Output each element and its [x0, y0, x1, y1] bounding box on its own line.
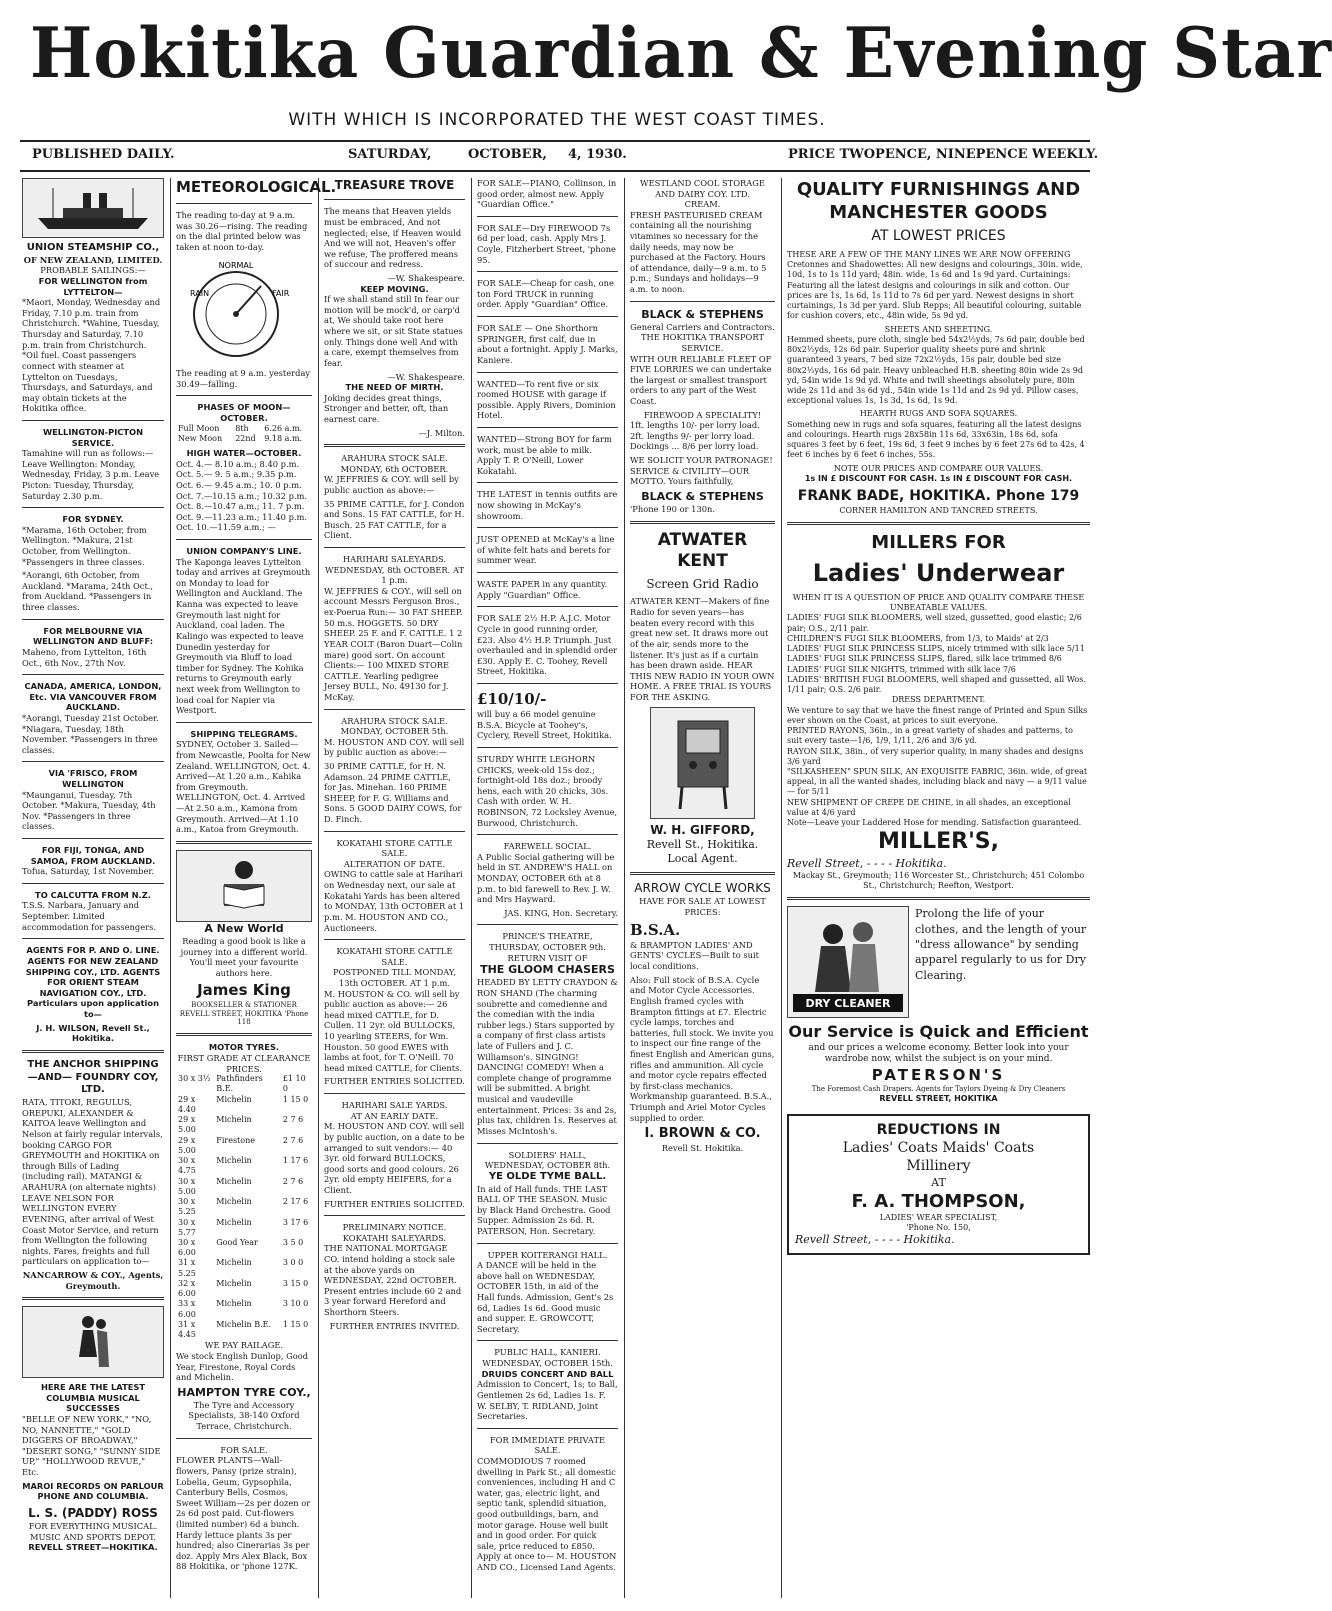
- depot-address: REVELL STREET—HOKITIKA.: [28, 1542, 158, 1553]
- gifford-street: Revell St., Hokitika.: [646, 837, 759, 851]
- shakespeare-credit: —W. Shakespeare.: [387, 273, 465, 284]
- compare-values: NOTE OUR PRICES AND COMPARE OUR VALUES.: [833, 463, 1044, 473]
- published-daily: PUBLISHED DAILY.: [32, 147, 175, 162]
- dateline-rule: [20, 170, 1090, 172]
- at-label: AT: [931, 1175, 946, 1189]
- kokatahi-heading: KOKATAHI STORE CATTLE SALE.: [336, 837, 453, 859]
- millers-item: We venture to say that we have the finest range of Printed and Spun Silks ever shown on the Coast, at prices to suit everyone.: [787, 705, 1088, 725]
- couple-icon: [793, 912, 903, 1012]
- harihari-date: WEDNESDAY, 8th OCTOBER. AT 1 p.m.: [324, 564, 465, 586]
- millers-item: LADIES' BRITISH FUGI BLOOMERS, well shaped and gussetted, all Wos. 1/11 pair; O.S. 2/6 pair.: [787, 674, 1086, 695]
- tyre-brand: Michelin: [216, 1258, 252, 1268]
- union-line-heading: UNION COMPANY'S LINE.: [186, 546, 302, 557]
- moon-table: [176, 424, 312, 444]
- treasure-trove-heading: TREASURE TROVE: [334, 178, 455, 192]
- table-row: [176, 434, 312, 444]
- shakespeare-credit-2: —W. Shakespeare.: [387, 371, 465, 382]
- bsa-ad: will buy a 66 model genuine B.S.A. Bicycle at Toohey's, Cyclery, Revell Street, Hokitika.: [477, 709, 612, 741]
- treasure-trove-text: The means that Heaven yields must be embraced, And not neglected; else, if Heaven would And we will not, Heaven's offer we refuse, The proffered means of succour and redress.: [324, 206, 462, 270]
- furnishings-text: THESE ARE A FEW OF THE MANY LINES WE ARE NOW OFFERING Cretonnes and Shadowettes: All new designs and colourings, 30in. wide, 10d, 1s to 1s 11d yard; 48in. wide, 1s 6d and 1s 9d yard. Curtainings: Featuring all the latest designs and colourings in silk and cotton. Our prices are 1s, 1s 6d, 1s 11d to 7s 6d per yard. Newest designs in short curtainings, 1s 3d per yard. Slub Repps; All beautiful colouring, suitable for cushion covers, etc., 48in wide, 5s 9d yd.: [787, 249, 1083, 321]
- thompson-ad: [787, 1114, 1090, 1255]
- frisco-heading: VIA 'FRISCO, FROM WELLINGTON: [48, 768, 138, 789]
- dial-fair-label: FAIR: [272, 288, 290, 298]
- issue-date: 4, 1930.: [568, 147, 627, 162]
- millers-item: NEW SHIPMENT OF CREPE DE CHINE, in all shades, an exceptional value at 4/6 yard: [787, 797, 1071, 817]
- black-stephens-sub: General Carriers and Contractors.: [630, 321, 775, 332]
- transport-text: WITH OUR RELIABLE FLEET OF FIVE LORRIES we can undertake the largest or smallest transport orders to any part of the West Coast.: [630, 353, 772, 407]
- tyre-price: 3 17 6: [282, 1217, 309, 1227]
- column-rule: [471, 178, 472, 1598]
- maroi-records: MAROI RECORDS ON PARLOUR PHONE AND COLUMBIA.: [22, 1480, 164, 1502]
- lyttelton-heading: FOR WELLINGTON from LYTTELTON—: [38, 276, 148, 297]
- tyre-brand: Michelin: [216, 1197, 252, 1207]
- tyre-price: 1 15 0: [282, 1094, 309, 1104]
- bsa-cycles-text: & BRAMPTON LADIES' AND GENTS' CYCLES—Built to suit local conditions.: [630, 939, 759, 972]
- dry-cleaner-text: Prolong the life of your clothes, and the length of your "dress allowance" by sending apparel regularly to us for Dry Clearing.: [915, 907, 1087, 982]
- moon-phase: Full Moon: [178, 423, 220, 433]
- tyre-price: 3 0 0: [282, 1258, 304, 1268]
- music-depot: MUSIC AND SPORTS DEPOT.: [29, 1531, 157, 1542]
- book-reader-icon: [209, 856, 279, 916]
- sydney-heading: FOR SYDNEY.: [62, 514, 124, 525]
- millers-item: "SILKASHEEN" SPUN SILK, AN EXQUISITE FABRIC, 36in. wide, of great appeal, in all the wanted shades, including black and navy — a 9/11 value — for 5/11: [787, 767, 1088, 797]
- milton-credit: —J. Milton.: [418, 427, 465, 438]
- frank-bade-address: CORNER HAMILTON AND TANCRED STREETS.: [839, 506, 1038, 516]
- hampton-tyre-name: HAMPTON TYRE COY.,: [177, 1385, 311, 1399]
- shipping-telegrams-text: SYDNEY, October 3. Sailed—from Newcastle, Poolta for New Zealand. WELLINGTON, Oct. 4. Arrived—At 1.20 a.m., Kahika from Greymouth. WELLINGTON, Oct. 4. Arrived—At 2.50 a.m., Kamona from Greymouth. Arrived—At 1.10 a.m., Katoa from Greymouth.: [176, 739, 311, 835]
- tyre-size: 30 x 5.25: [178, 1197, 196, 1217]
- moon-phase: New Moon: [178, 433, 223, 443]
- return-visit: RETURN VISIT OF: [507, 952, 588, 963]
- masthead-rule: [20, 140, 1090, 142]
- union-steamship-heading: UNION STEAMSHIP CO.,: [26, 242, 160, 253]
- masthead: [0, 0, 1332, 150]
- melbourne-text: Maheno, from Lyttelton, 16th Oct., 6th Nov., 27th Nov.: [22, 646, 147, 668]
- jeffries-intro: W. JEFFRIES & COY. will sell by public auction as above:—: [324, 474, 459, 495]
- harihari2-text: M. HOUSTON AND COY. will sell by public auction, on a date to be arranged to suit vendors:— 40 3yr. old forward BULLOCKS, good sorts and good colours. 26 2yr. old empty HEIFERS, for a Client.: [324, 1121, 465, 1195]
- table-row: [176, 1299, 312, 1319]
- theatre-heading: PRINCE'S THEATRE,: [502, 931, 593, 942]
- motor-tyres-heading: MOTOR TYRES.: [208, 1042, 280, 1053]
- paterson-name: PATERSON'S: [871, 1065, 1006, 1084]
- tyre-size: 30 x 5.77: [178, 1217, 196, 1237]
- waste-paper-ad: WASTE PAPER in any quantity. Apply "Guardian" Office.: [477, 579, 608, 600]
- sheets-text: Hemmed sheets, pure cloth, single bed 54x2½yds, 7s 6d pair, double bed 80x2½yds, 12s 6d pair. Superior quality sheets pure and shrink guaranteed 3 years, 7 bed size 72x2½yds, 15s pair, double bed size 80x2½yds, 16s 6d pair. Heavy unbleached H.B. sheeting 80in wide 2s 9d yd, 54in wide 1s 9d yd. White and twill sheetings absolutely pure, 80in wide 2s 11d and 3s 6d yd., 54in wide 1s 11d and 2s 9d yd. Pillow cases, exceptional values 1s, 1s 3d, 1s 6d, 1s 9d.: [787, 334, 1085, 406]
- tide-row: Oct. 8.—10.47 a.m.; 11. 7 p.m.: [176, 501, 305, 512]
- table-row: [176, 1258, 312, 1278]
- column-meteorological: [176, 178, 337, 1598]
- anchor-heading: THE ANCHOR SHIPPING —AND— FOUNDRY COY, LTD.: [27, 1058, 159, 1096]
- wanted-boy-ad: WANTED—Strong BOY for farm work, must be able to milk. Apply T. P. O'Neill, Lower Kokatahi.: [477, 433, 612, 476]
- arrow-cycle-sub: HAVE FOR SALE AT LOWEST PRICES:: [639, 896, 766, 918]
- black-stephens-sign: BLACK & STEPHENS: [641, 489, 764, 503]
- tyre-brand: Pathfinders B.E.: [216, 1074, 263, 1094]
- paterson-sub: The Foremost Cash Drapers. Agents for Taylors Dyeing & Dry Cleaners: [811, 1084, 1066, 1093]
- farewell-heading: FAREWELL SOCIAL.: [503, 841, 592, 852]
- black-stephens-phone: 'Phone 190 or 130n.: [630, 504, 715, 514]
- meteorological-text: The reading to-day at 9 a.m. was 30.26—rising. The reading on the dial printed below was taken at noon to-day.: [176, 210, 308, 253]
- kokatahi2-text: M. HOUSTON & CO. will sell by public auction as above:— 26 head mixed CATTLE, for D. Cullen. 11 2yr. old BULLOCKS, 10 yearling STEERS, for Wm. Houston. 50 good EWES with lambs at foot, for T. O'Neill. 70 head mixed CATTLE, for Clients.: [324, 988, 462, 1073]
- dry-cleaner-ad: [787, 906, 1090, 1018]
- tyre-brand: Michelin: [216, 1115, 252, 1125]
- kokatahi3-heading: KOKATAHI SALEYARDS.: [342, 1232, 447, 1243]
- nancarrow-agent: NANCARROW & COY., Agents, Greymouth.: [22, 1269, 164, 1291]
- auckland-text: *Aorangi, 6th October, from Auckland. *Marama, 24th Oct., from Auckland. *Passengers in three classes.: [22, 570, 154, 613]
- agents-text: AGENTS FOR P. AND O. LINE. AGENTS FOR NEW ZEALAND SHIPPING COY., LTD. AGENTS FOR ORIENT STEAM NAVIGATION COY., LTD. Particulars upon application to—: [25, 945, 161, 1019]
- thompson-sub: LADIES' WEAR SPECIALIST,: [879, 1212, 998, 1222]
- sheets-heading: SHEETS AND SHEETING.: [884, 324, 993, 334]
- arahura-heading: ARAHURA STOCK SALE.: [341, 453, 448, 464]
- tyre-price: £1 10 0: [282, 1074, 306, 1094]
- need-of-mirth-text: Joking decides great things, Stronger and better, oft, than earnest care.: [324, 392, 449, 424]
- dancers-icon: [63, 1312, 123, 1372]
- table-row: [176, 1074, 312, 1094]
- piano-ad: FOR SALE—PIANO, Collinson, in good order, almost new. Apply "Guardian Office.": [477, 178, 617, 210]
- tyre-size: 30 x 4.75: [178, 1156, 196, 1176]
- tide-row: Oct. 9.—11.23 a.m.; 11.40 p.m.: [176, 511, 308, 522]
- flower-plants-ad: FLOWER PLANTS—Wall-flowers, Pansy (prize strain), Lobelia, Geum, Gypsophila, Canterbury Bells, Cosmos, Sweet William—2s per dozen or 2s 6d post paid. Cut-flowers (limited number) 6d a bunch. Hardy lettuce plants 3s per hundred; also Cinerarias 3s per doz. Apply Mrs Alex Black, Box 88 Hokitika, or 'phone 127K.: [176, 1455, 311, 1572]
- tyre-size: 30 x 6.00: [178, 1238, 196, 1258]
- bsa-price: £10/10/-: [477, 689, 547, 708]
- for-sale-heading: FOR SALE.: [220, 1444, 268, 1455]
- calcutta-text: T.S.S. Narbara, January and September. Limited accommodation for passengers.: [22, 900, 156, 932]
- james-king-sub: BOOKSELLER & STATIONER REVELL STREET, HOKITIKA 'Phone 118: [179, 1000, 309, 1027]
- transport-heading: THE HOKITIKA TRANSPORT SERVICE.: [640, 332, 764, 353]
- table-row: [176, 1218, 312, 1238]
- hampton-tyre-sub: The Tyre and Accessory Specialists, 38-140 Oxford Terrace, Christchurch.: [188, 1399, 300, 1432]
- tyre-price: 2 7 6: [282, 1115, 304, 1125]
- table-row: [176, 1095, 312, 1115]
- tyre-size: 30 x 5.00: [178, 1176, 196, 1196]
- harihari2-date: AT AN EARLY DATE.: [350, 1110, 439, 1121]
- cream-heading: CREAM.: [684, 199, 721, 210]
- thompson-name: F. A. THOMPSON,: [851, 1190, 1026, 1212]
- kokatahi3-text: THE NATIONAL MORTGAGE CO. intend holding a stock sale at the above yards on WEDNESDAY, 22nd OCTOBER. Present entries include 60 2 and 3 year forward Hereford and Shorthorn Steers.: [324, 1243, 462, 1318]
- lowest-prices-heading: AT LOWEST PRICES: [871, 228, 1006, 245]
- need-of-mirth-heading: THE NEED OF MIRTH.: [345, 382, 444, 393]
- millers-item: PRINTED RAYONS, 36in., in a great variety of shades and patterns, to suit every taste—1/6, 1/9, 1/11, 2/6 and 3/6 yd.: [787, 726, 1073, 746]
- kokatahi2-heading: KOKATAHI STORE CATTLE SALE.: [336, 946, 453, 967]
- tide-row: Oct. 4.— 8.10 a.m.; 8.40 p.m.: [176, 458, 300, 469]
- moon-day: 8th: [235, 423, 249, 433]
- millers-heading: MILLERS FOR: [871, 532, 1006, 554]
- arahura2-heading: ARAHURA STOCK SALE.: [341, 715, 448, 726]
- firewood-ad: FOR SALE—Dry FIREWOOD 7s 6d per load, cash. Apply Mrs J. Coyle, Fitzherbert Street, 'phone 95.: [477, 222, 616, 265]
- millers-item: CHILDREN'S FUGI SILK BLOOMERS, from 1/3, to Maids' at 2/3: [787, 633, 1049, 643]
- issue-day: SATURDAY,: [348, 147, 432, 162]
- keep-moving-text: If we shall stand still In fear our motion will be mock'd, or carp'd at, We should take root here where we sit, or sit State statues only. Things done well And with a care, exempt themselves from fear.: [324, 294, 463, 368]
- rugs-heading: HEARTH RUGS AND SOFA SQUARES.: [859, 409, 1018, 419]
- mckay-ad: JUST OPENED at McKay's a line of white felt hats and berets for summer wear.: [477, 534, 615, 566]
- newspaper-title: Hokitika Guardian & Evening Star: [30, 12, 1332, 94]
- tyre-brand: Michelin: [216, 1176, 252, 1186]
- soldiers-hall-heading: SOLDIERS' HALL,: [508, 1149, 587, 1160]
- wanted-house-ad: WANTED—To rent five or six roomed HOUSE with garage if possible. Apply Rivers, Dominion Hotel.: [477, 378, 616, 421]
- tyre-size: 29 x 4.40: [178, 1094, 196, 1114]
- ross-name: L. S. (PADDY) ROSS: [28, 1505, 158, 1520]
- millers-item: RAYON SILK, 38in., of very superior quality, in many shades and designs 3/6 yard: [787, 746, 1084, 766]
- brown-street: Revell St. Hokitika.: [661, 1142, 744, 1153]
- thompson-phone: 'Phone No. 150,: [906, 1223, 971, 1233]
- issue-month: OCTOBER,: [468, 147, 547, 162]
- column-rule: [170, 178, 171, 1598]
- gloom-chasers-text: HEADED BY LETTY CRAYDON & RON SHAND (The charming soubrette and comedienne and the comedian with the india rubber legs.) Stars supported by a company of first class artists late of Fullers and J. C. Williamson's. SINGING! DANCING! COMEDY! When a complete change of programme will be submitted. A bright musical and vaudeville entertainment. Prices: 3s and 2s, plus tax, children 1s. Reserves at Misses McIntosh's.: [477, 977, 618, 1136]
- fiji-heading: FOR FIJI, TONGA, AND SAMOA, FROM AUCKLAND.: [30, 845, 156, 866]
- ladies-underwear-heading: Ladies' Underwear: [812, 559, 1065, 588]
- calcutta-heading: TO CALCUTTA FROM N.Z.: [35, 889, 151, 900]
- canada-heading: CANADA, AMERICA, LONDON, Etc. VIA VANCOUVER FROM AUCKLAND.: [24, 681, 162, 713]
- barometer-dial: [176, 256, 312, 366]
- columbia-list: "BELLE OF NEW YORK," "NO, NO, NANNETTE," "GOLD DIGGERS OF BROADWAY," "DESERT SONG," "SUNNY SIDE UP," "HOLLYWOOD REVUE," Etc.: [22, 1413, 161, 1478]
- cream-text: FRESH PASTEURISED CREAM containing all the nourishing vitamines so necessary for the daily needs, may now be purchased at the Factory. Hours of attendance, daily—9 a.m. to 5 p.m.; Sundays and holidays—9 a.m. to noon.: [630, 209, 767, 295]
- thompson-street: Revell Street, - - - - Hokitika.: [795, 1233, 955, 1247]
- arahura-lots: 35 PRIME CATTLE, for J. Condon and Sons. 15 FAT CATTLE, for H. Busch. 25 FAT CATTLE, for a Client.: [324, 498, 465, 541]
- alteration-text: OWING to cattle sale at Harihari on Wednesday next, our sale at Kokatahi Yards has been altered to MONDAY, 13th OCTOBER at 1 p.m. M. HOUSTON AND CO., Auctioneers.: [324, 869, 465, 933]
- millers-name: MILLER'S,: [877, 829, 1000, 855]
- tyre-size: 31 x 5.25: [178, 1258, 196, 1278]
- quality-furnishings-heading: QUALITY FURNISHINGS AND MANCHESTER GOODS: [796, 179, 1081, 224]
- tennis-ad: THE LATEST in tennis outfits are now showing in McKay's showroom.: [477, 489, 618, 521]
- probable-sailings: PROBABLE SAILINGS:—: [40, 265, 146, 276]
- koiterangi-text: A DANCE will be held in the above hall on WEDNESDAY, OCTOBER 15th, in aid of the Hall funds. Admission, Gent's 2s 6d, Ladies 1s 6d. Good music and supper. E. GROWCOTT, Secretary.: [477, 1260, 614, 1334]
- new-world-heading: A New World: [204, 921, 284, 935]
- tyre-price: 1 17 6: [282, 1156, 309, 1166]
- reader-illustration: [176, 850, 312, 922]
- tyre-price: 3 15 0: [282, 1278, 309, 1288]
- dial-rain-label: RAIN: [190, 288, 210, 298]
- column-businesses: [630, 178, 775, 1598]
- motor-tyres-sub: FIRST GRADE AT CLEARANCE PRICES.: [177, 1053, 311, 1074]
- millers-street: Revell Street, - - - - Hokitika.: [787, 856, 947, 870]
- picton-text: Tamahine will run as follows:— Leave Wellington: Monday, Wednesday, Friday, 3 p.m. Leave Picton: Tuesday, Thursday, Saturday 2.30 p.m.: [22, 448, 160, 501]
- millers-item: LADIES' FUGI SILK PRINCESS SLIPS, flared, silk lace trimmed 8/6: [787, 654, 1062, 664]
- firewood-speciality: FIREWOOD A SPECIALITY!: [643, 409, 762, 420]
- tyre-brand: Michelin: [216, 1094, 252, 1104]
- tyre-brand: Firestone: [216, 1135, 255, 1145]
- arahura-date: MONDAY, 6th OCTOBER.: [340, 463, 449, 474]
- tyre-brand: Michelin: [216, 1156, 252, 1166]
- shipping-telegrams-heading: SHIPPING TELEGRAMS.: [190, 728, 298, 739]
- rugs-text: Something new in rugs and sofa squares, featuring all the latest designs and colourings. Hearth rugs 28x58in 11s 6d, 33x63in, 18s 6d, sofa squares 3 feet by 6 feet, 19s 6d, 3 feet 9 inches by 6 feet 27s 6d to 42s, 4 feet 6 inches by 6 feet 6 inches, 55s.: [787, 419, 1085, 460]
- met-yesterday: The reading at 9 a.m. yesterday 30.49—falling.: [176, 368, 311, 389]
- steamship-illustration: [22, 178, 164, 238]
- railage: WE PAY RAILAGE.: [204, 1340, 284, 1351]
- wilson-agent: J. H. WILSON, Revell St., Hokitika.: [36, 1022, 150, 1044]
- postponed: POSTPONED TILL MONDAY, 13th OCTOBER. AT 1 p.m.: [333, 967, 456, 988]
- tyre-brand: Michelin: [216, 1299, 252, 1309]
- millers-item: LADIES' FUGI SILK BLOOMERS, well sized, gussetted, good elastic; 2/6 pair; O.S., 2/11 pair.: [787, 613, 1082, 633]
- picton-heading: WELLINGTON-PICTON SERVICE.: [42, 426, 144, 448]
- column-rule: [624, 178, 625, 1598]
- tyre-brand: Good Year: [216, 1238, 258, 1247]
- paterson-address: REVELL STREET, HOKITIKA: [879, 1093, 998, 1103]
- tide-row: Oct. 5.— 9. 5 a.m.; 9.35 p.m.: [176, 469, 297, 480]
- olde-tyme-text: In aid of Hall funds. THE LAST BALL OF THE SEASON. Music by Black Hand Orchestra. Good Supper. Admission 2s 6d. R. PATERSON, Hon. Secretary.: [477, 1183, 611, 1236]
- tide-row: Oct. 7.—10.15 a.m.; 10.32 p.m.: [176, 490, 308, 501]
- soldiers-hall-date: WEDNESDAY, OCTOBER 8th.: [484, 1160, 611, 1171]
- westland-heading: WESTLAND COOL STORAGE AND DAIRY COY. LTD.: [640, 178, 765, 199]
- tyre-size: 29 x 5.00: [178, 1115, 196, 1135]
- moon-time: 6.26 a.m.: [264, 423, 303, 433]
- millers-item: LADIES' FUGI SILK PRINCESS SLIPS, nicely trimmed with silk lace 5/11: [787, 644, 1085, 654]
- tyre-price: 1 15 0: [282, 1319, 309, 1329]
- farewell-text: A Public Social gathering will be held in ST. ANDREW'S HALL on MONDAY, OCTOBER 6th at 8 p.m. to bid farewell to Rev. J. W. and Mrs Hayward.: [477, 851, 615, 905]
- harihari-text: W. JEFFRIES & COY., will sell on account Messrs Ferguson Bros., ex-Poerua Run:— 30 FAT SHEEP. 50 m.s. HOGGETS. 50 DRY SHEEP. 25 F. and F. CATTLE. 1 2 YEAR COLT (Baron Duart—Colin mare) good sort. On account Clients:— 100 MIXED STORE CATTLE. Yearling pedigree Jersey BULL, No. 49130 for J. McKay.: [324, 585, 463, 702]
- tyre-brand: Michelin: [216, 1278, 252, 1288]
- truck-ad: FOR SALE—Cheap for cash, one ton Ford TRUCK in running order. Apply "Guardian" Office.: [477, 278, 614, 310]
- column-classifieds: [477, 178, 618, 1598]
- new-world-text: Reading a good book is like a journey into a different world. You'll meet your favourite authors here.: [180, 935, 308, 978]
- tide-row: Oct. 6.— 9.45 a.m.; 10. 0 p.m.: [176, 479, 302, 490]
- column-rule: [781, 178, 782, 1598]
- houston-lots: 30 PRIME CATTLE, for H. N. Adamson. 24 PRIME CATTLE, for Jas. Minehan. 160 PRIME SHEEP, for F. G. Williams and Sons. 5 GOOD DAIRY COWS, for D. Finch.: [324, 761, 462, 825]
- further-entries-3: FURTHER ENTRIES INVITED.: [329, 1320, 460, 1331]
- price: PRICE TWOPENCE, NINEPENCE WEEKLY.: [788, 147, 1099, 162]
- millers-branches: Mackay St., Greymouth; 116 Worcester St., Christchurch; 451 Colombo St., Christchurch; Reefton, Westport.: [792, 870, 1085, 890]
- dateline: [28, 143, 1099, 165]
- radio-cabinet-illustration: [650, 707, 755, 819]
- solicit-text: WE SOLICIT YOUR PATRONAGE! SERVICE & CIVILITY—OUR MOTTO. Yours faithfully,: [630, 455, 773, 487]
- druids-heading: DRUIDS CONCERT AND BALL: [481, 1368, 614, 1379]
- tyre-size: 31 x 4.45: [178, 1319, 196, 1340]
- sydney-text: *Marama, 16th October, from Wellington. *Makura, 21st October, from Wellington. *Passengers in three classes.: [22, 524, 147, 567]
- millers-item: LADIES' FUGI SILK NIGHTS, trimmed with silk lace 7/6: [787, 664, 1016, 674]
- springer-ad: FOR SALE — One Shorthorn SPRINGER, first calf, due in about a fortnight. Apply J. Marks, Kaniere.: [477, 323, 618, 365]
- table-row: [176, 1238, 312, 1258]
- moon-heading: PHASES OF MOON—OCTOBER.: [197, 402, 291, 424]
- atwater-kent-heading: ATWATER KENT: [657, 529, 748, 572]
- meteorological-heading: METEOROLOGICAL.: [176, 178, 337, 196]
- table-row: [176, 424, 312, 434]
- tyre-stock: We stock English Dunlop, Good Year, Firestone, Royal Cords and Michelin.: [176, 1350, 309, 1383]
- keep-moving-heading: KEEP MOVING.: [360, 283, 429, 294]
- alteration-heading: ALTERATION OF DATE.: [343, 858, 446, 869]
- tyre-size: 29 x 5.00: [178, 1135, 196, 1155]
- columbia-heading: HERE ARE THE LATEST COLUMBIA MUSICAL SUCCESSES: [40, 1382, 146, 1414]
- tyre-size: 32 x 6.00: [178, 1278, 196, 1299]
- column-stock-sales: [324, 178, 465, 1598]
- further-entries-2: FURTHER ENTRIES SOLICITED.: [324, 1198, 465, 1209]
- moon-time: 9.18 a.m.: [264, 433, 303, 443]
- tyre-brand: Michelin B.E.: [216, 1319, 272, 1329]
- cash-discount: 1s IN £ DISCOUNT FOR CASH. 1s IN £ DISCOUNT FOR CASH.: [804, 473, 1073, 483]
- union-steamship-sub: OF NEW ZEALAND, LIMITED.: [23, 254, 163, 265]
- tyre-size: 30 x 3½: [178, 1074, 211, 1084]
- screen-grid-heading: Screen Grid Radio: [646, 577, 759, 592]
- millers-item: Note—Leave your Laddered Hose for mending. Satisfaction guaranteed.: [787, 818, 1082, 828]
- radio-icon: [668, 713, 738, 813]
- brown-name: I. BROWN & CO.: [644, 1126, 761, 1142]
- private-sale-heading: FOR IMMEDIATE PRIVATE SALE.: [489, 1434, 606, 1456]
- table-row: [176, 1197, 312, 1217]
- canada-text: *Aorangi, Tuesday 21st October. *Niagara, Tuesday, 18th November. *Passengers in three classes.: [22, 712, 159, 755]
- bsa-heading: B.S.A.: [630, 920, 681, 939]
- gifford-name: W. H. GIFFORD,: [650, 822, 755, 837]
- table-row: [176, 1177, 312, 1197]
- farewell-secretary: JAS. KING, Hon. Secretary.: [504, 907, 618, 918]
- table-row: [176, 1136, 312, 1156]
- tyre-price: 2 17 6: [282, 1197, 309, 1207]
- tyre-price: 3 10 0: [282, 1299, 309, 1309]
- tide-heading: HIGH WATER—OCTOBER.: [186, 448, 302, 459]
- dial-normal-label: NORMAL: [218, 260, 254, 270]
- fiji-text: Tofua, Saturday, 1st November.: [22, 866, 155, 877]
- dancing-couple-illustration: [22, 1306, 164, 1378]
- column-shipping: [22, 178, 164, 1598]
- olde-tyme-ball: YE OLDE TYME BALL.: [488, 1170, 607, 1182]
- dress-department: DRESS DEPARTMENT.: [891, 695, 986, 705]
- newspaper-subtitle: WITH WHICH IS INCORPORATED THE WEST COAST TIMES.: [288, 110, 826, 130]
- kaniere-heading: PUBLIC HALL, KANIERI.: [494, 1347, 601, 1358]
- dry-cleaner-heading: Our Service is Quick and Efficient: [788, 1022, 1089, 1042]
- column-drapery: [787, 178, 1090, 1598]
- kaniere-date: WEDNESDAY, OCTOBER 15th.: [482, 1358, 613, 1369]
- james-king-name: James King: [197, 981, 291, 1000]
- column-rule: [318, 178, 319, 1598]
- firewood-prices: 1ft. lengths 10/- per lorry load. 2ft. lengths 9/- per lorry load. Dockings ... 8/6 per lorry load.: [630, 420, 760, 452]
- local-agent: Local Agent.: [667, 852, 738, 865]
- anchor-text: RATA, TITOKI, REGULUS, OREPUKI, ALEXANDER & KAITOA leave Wellington and Nelson at fairly regular intervals, booking CARGO FOR GREYMOUTH and HOKITIKA on through Bills of Lading (including rail). MATANGI & ARAHURA (on alternate nights) LEAVE NELSON FOR WELLINGTON EVERY EVENING, after arrival of West Coast Motor Service, and return from Wellington the following nights. Fares, freights and full particulars on application to—: [22, 1097, 163, 1267]
- union-line-text: The Kaponga leaves Lyttelton today and arrives at Greymouth on Monday to load for Wellington and Auckland. The Kanna was expected to leave Greymouth last night for Auckland, coal laden. The Kalingo was expected to leave Dunedin yesterday for Greymouth via Bluff to load timber for Sydney. The Kohika returns to Greymouth early next week from Wellington to load coal for Napier via Westport.: [176, 556, 311, 716]
- tide-row: Oct. 10.—11.59 a.m.; —: [176, 522, 276, 533]
- tyres-table: [176, 1074, 312, 1340]
- chicks-ad: STURDY WHITE LEGHORN CHICKS, week-old 15s doz.; fortnight-old 18s doz.; broody hens, each with 20 chicks, 30s. Cash with order. W. H. ROBINSON, 72 Locksley Avenue, Burwood, Christchurch.: [477, 753, 618, 828]
- table-row: [176, 1115, 312, 1135]
- arrow-cycle-heading: ARROW CYCLE WORKS: [634, 881, 771, 896]
- tyre-brand: Michelin: [216, 1217, 252, 1227]
- tyre-price: 2 7 6: [282, 1135, 304, 1145]
- ross-sub: FOR EVERYTHING MUSICAL.: [28, 1521, 158, 1532]
- harihari2-heading: HARIHARI SALE YARDS.: [341, 1100, 448, 1111]
- melbourne-heading: FOR MELBOURNE VIA WELLINGTON AND BLUFF:: [32, 625, 154, 647]
- moon-day: 22nd: [235, 433, 256, 443]
- further-entries: FURTHER ENTRIES SOLICITED.: [324, 1076, 465, 1087]
- millinery: Millinery: [906, 1157, 971, 1174]
- reductions-heading: REDUCTIONS IN: [876, 1121, 1001, 1138]
- houston-intro: M. HOUSTON AND COY. will sell by public auction as above:—: [324, 736, 465, 758]
- arrow-also-text: Also: Full stock of B.S.A. Cycle and Motor Cycle Accessories. English framed cycles with Brampton fittings at £7. Electric cycle lamps, torches and batteries, full stock. We invite you to inspect our fine range of the finest English and American guns, rifles and ammunition. All cycle and motor cycle repairs effected by first-class mechanics. Workmanship guaranteed. B.S.A., Triumph and Ariel Motor Cycles supplied to order.: [630, 974, 775, 1123]
- black-stephens-name: BLACK & STEPHENS: [641, 307, 764, 321]
- druids-text: Admission to Concert, 1s; to Ball, Gentlemen 2s 6d, Ladies 1s. F. W. SELBY, T. RIDLAND, Joint Secretaries.: [477, 1379, 618, 1422]
- private-sale-text: COMMODIOUS 7 roomed dwelling in Park St.; all domestic conveniences, including H and C water, gas, electric light, and septic tank, splendid situation, good outbuildings, barn, and motor garage. House well built and in good order. For quick sale, price reduced to £850. Apply at once to— M. HOUSTON AND CO., Licensed Land Agents.: [477, 1455, 617, 1573]
- koiterangi-heading: UPPER KOITERANGI HALL.: [487, 1249, 608, 1260]
- tyre-price: 3 5 0: [282, 1238, 304, 1247]
- table-row: [176, 1279, 312, 1299]
- frank-bade-name: FRANK BADE, HOKITIKA. Phone 179: [797, 488, 1080, 505]
- table-row: [176, 1320, 312, 1340]
- coats-line: Ladies' Coats Maids' Coats: [842, 1139, 1035, 1156]
- harihari-heading: HARIHARI SALEYARDS.: [342, 554, 447, 565]
- lyttelton-text: *Maori, Monday, Wednesday and Friday, 7.10 p.m. train from Christchurch. *Wahine, Tuesday, Thursday and Saturday, 7.10 p.m. train from Christchurch. *Oil fuel. Coast passengers connect with steamer at Lyttelton on Tuesdays, Thursdays, and Saturdays, and may obtain tickets at the Hokitika office.: [22, 297, 161, 414]
- motor-cycle-ad: FOR SALE 2½ H.P. A.J.C. Motor Cycle in good running order, £23. Also 4½ H.P. Triumph. Just overhauled and in splendid order £30. Apply E. C. Toohey, Revell Street, Hokitika.: [477, 613, 618, 677]
- atwater-text: ATWATER KENT—Makers of fine Radio for seven years—has beaten every record with this great new set. It draws more out of the air, sends more to the listener. It's just as if a curtain has been drawn aside. HEAR THIS NEW RADIO IN YOUR OWN HOME. A FREE TRIAL IS YOURS FOR THE ASKING.: [630, 596, 775, 702]
- frisco-text: *Maunganui, Tuesday, 7th October. *Makura, Tuesday, 4th Nov. *Passengers in three classes.: [22, 789, 156, 832]
- ship-icon: [33, 183, 153, 233]
- gloom-chasers: THE GLOOM CHASERS: [480, 963, 615, 977]
- table-row: [176, 1156, 312, 1176]
- millers-intro: WHEN IT IS A QUESTION OF PRICE AND QUALITY COMPARE THESE UNBEATABLE VALUES.: [792, 593, 1085, 613]
- dry-cleaner-label: DRY CLEANER: [805, 997, 891, 1011]
- dry-cleaner-sub: and our prices a welcome economy. Better look into your wardrobe now, whilst the subject is on your mind.: [808, 1042, 1069, 1065]
- dry-cleaner-illustration: [787, 906, 909, 1018]
- preliminary-notice: PRELIMINARY NOTICE.: [342, 1222, 447, 1233]
- tyre-size: 33 x 6.00: [178, 1299, 196, 1319]
- arahura2-date: MONDAY, OCTOBER 5th.: [340, 726, 449, 737]
- theatre-date: THURSDAY, OCTOBER 9th.: [489, 942, 606, 953]
- tyre-price: 2 7 6: [282, 1176, 304, 1186]
